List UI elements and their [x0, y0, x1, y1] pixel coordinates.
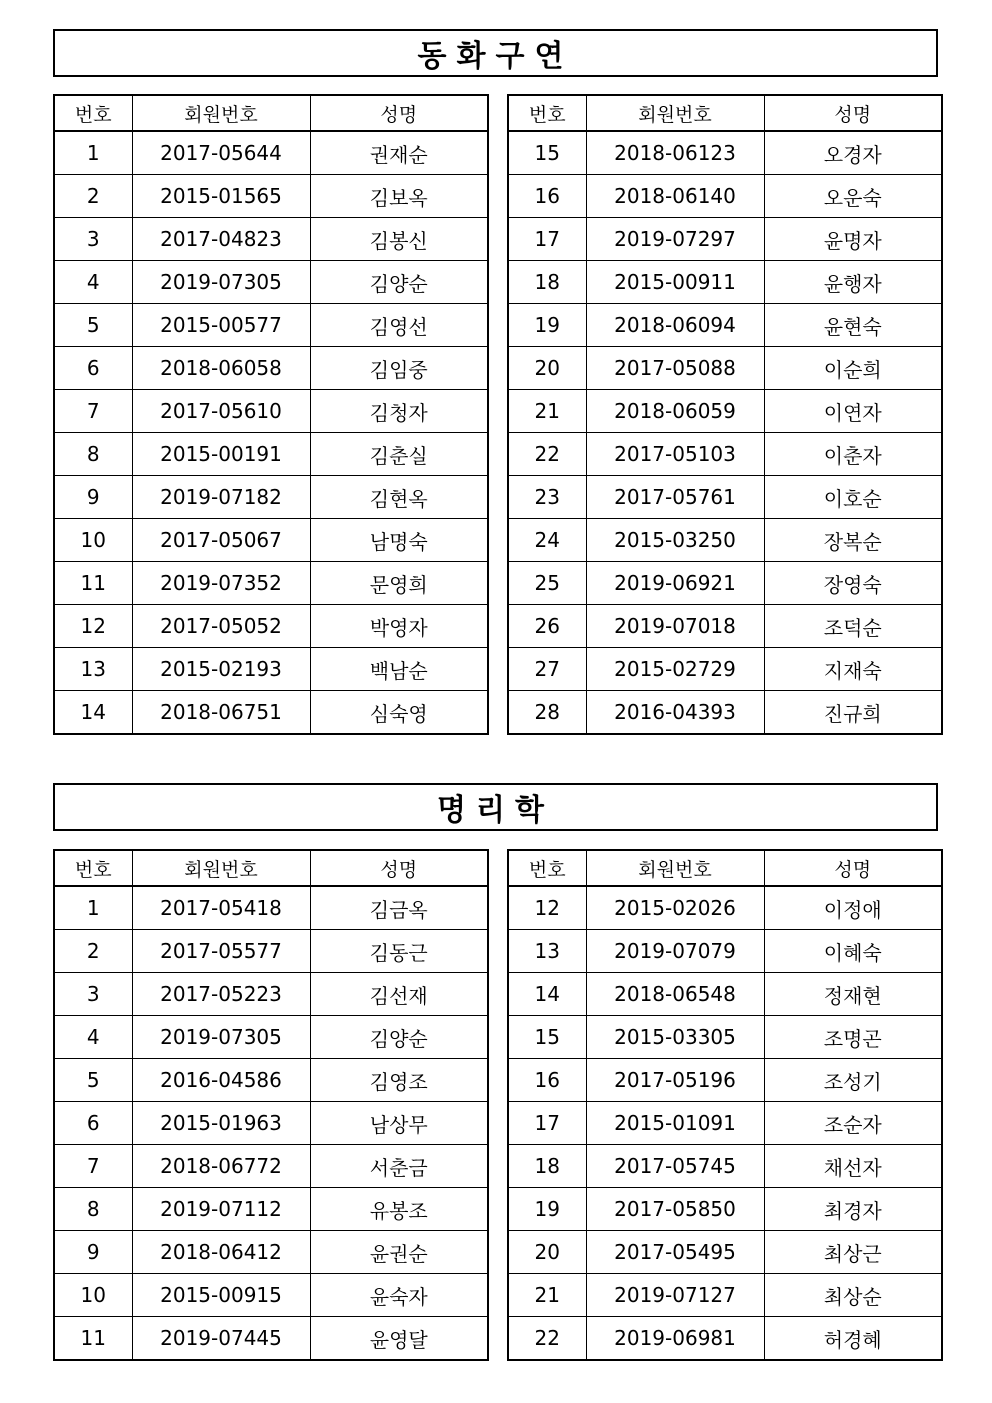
cell-number: 28: [508, 691, 586, 735]
header-number: 번호: [508, 95, 586, 131]
cell-member-id: 2019-07182: [132, 476, 310, 519]
table-row: [508, 175, 942, 218]
cell-number: 25: [508, 562, 586, 605]
table-row: [508, 648, 942, 691]
cell-name: 김영선: [310, 304, 488, 347]
cell-number: 17: [508, 1102, 586, 1145]
cell-number: 2: [54, 930, 132, 973]
cell-name: 최경자: [764, 1188, 942, 1231]
cell-member-id: 2015-02729: [586, 648, 764, 691]
cell-name: 이호순: [764, 476, 942, 519]
header-number: 번호: [54, 850, 132, 886]
cell-number: 11: [54, 562, 132, 605]
table-row: [508, 1059, 942, 1102]
cell-member-id: 2018-06548: [586, 973, 764, 1016]
cell-member-id: 2018-06140: [586, 175, 764, 218]
roster-table-right: [507, 94, 943, 735]
table-row: [508, 1102, 942, 1145]
cell-member-id: 2017-05761: [586, 476, 764, 519]
cell-member-id: 2017-05610: [132, 390, 310, 433]
cell-member-id: 2017-05850: [586, 1188, 764, 1231]
cell-member-id: 2017-05495: [586, 1231, 764, 1274]
cell-name: 김현옥: [310, 476, 488, 519]
cell-name: 이정애: [764, 886, 942, 930]
roster-table-left: [53, 849, 489, 1361]
cell-name: 윤현숙: [764, 304, 942, 347]
cell-number: 8: [54, 1188, 132, 1231]
cell-name: 김동근: [310, 930, 488, 973]
cell-number: 10: [54, 519, 132, 562]
roster-table-left: [53, 94, 489, 735]
header-number: 번호: [508, 850, 586, 886]
cell-name: 김영조: [310, 1059, 488, 1102]
cell-name: 김청자: [310, 390, 488, 433]
cell-number: 5: [54, 304, 132, 347]
table-row: [54, 1102, 488, 1145]
table-row: [54, 1317, 488, 1361]
table-row: [54, 1188, 488, 1231]
cell-name: 김봉신: [310, 218, 488, 261]
table-row: [508, 390, 942, 433]
cell-member-id: 2016-04393: [586, 691, 764, 735]
table-row: [54, 562, 488, 605]
table-row: [54, 605, 488, 648]
header-member-id: 회원번호: [132, 850, 310, 886]
section-title: 명리학: [53, 783, 938, 831]
cell-member-id: 2019-06921: [586, 562, 764, 605]
cell-name: 윤행자: [764, 261, 942, 304]
cell-name: 조성기: [764, 1059, 942, 1102]
cell-member-id: 2018-06772: [132, 1145, 310, 1188]
cell-member-id: 2015-03250: [586, 519, 764, 562]
cell-member-id: 2015-00911: [586, 261, 764, 304]
cell-number: 22: [508, 433, 586, 476]
cell-name: 남상무: [310, 1102, 488, 1145]
table-row: [508, 347, 942, 390]
table-row: [508, 519, 942, 562]
cell-number: 14: [54, 691, 132, 735]
cell-number: 27: [508, 648, 586, 691]
table-row: [508, 930, 942, 973]
table-row: [54, 1059, 488, 1102]
table-row: [508, 1231, 942, 1274]
cell-member-id: 2017-05088: [586, 347, 764, 390]
roster-table-right: [507, 849, 943, 1361]
cell-number: 24: [508, 519, 586, 562]
cell-name: 이연자: [764, 390, 942, 433]
cell-name: 윤숙자: [310, 1274, 488, 1317]
cell-member-id: 2019-07018: [586, 605, 764, 648]
cell-number: 18: [508, 261, 586, 304]
cell-member-id: 2018-06058: [132, 347, 310, 390]
cell-number: 21: [508, 1274, 586, 1317]
cell-number: 19: [508, 1188, 586, 1231]
cell-number: 23: [508, 476, 586, 519]
cell-member-id: 2017-05052: [132, 605, 310, 648]
cell-number: 3: [54, 973, 132, 1016]
cell-member-id: 2019-07352: [132, 562, 310, 605]
cell-name: 백남순: [310, 648, 488, 691]
cell-member-id: 2015-01565: [132, 175, 310, 218]
cell-member-id: 2017-05577: [132, 930, 310, 973]
cell-number: 1: [54, 886, 132, 930]
cell-number: 20: [508, 347, 586, 390]
cell-name: 허경혜: [764, 1317, 942, 1361]
cell-number: 15: [508, 1016, 586, 1059]
cell-number: 2: [54, 175, 132, 218]
table-row: [54, 433, 488, 476]
cell-number: 12: [54, 605, 132, 648]
table-row: [54, 973, 488, 1016]
table-row: [508, 1317, 942, 1361]
table-row: [54, 304, 488, 347]
cell-name: 조명곤: [764, 1016, 942, 1059]
cell-name: 최상순: [764, 1274, 942, 1317]
cell-member-id: 2019-07305: [132, 261, 310, 304]
cell-number: 9: [54, 1231, 132, 1274]
cell-name: 진규희: [764, 691, 942, 735]
cell-name: 이춘자: [764, 433, 942, 476]
table-row: [508, 1016, 942, 1059]
cell-member-id: 2015-02193: [132, 648, 310, 691]
cell-name: 장복순: [764, 519, 942, 562]
cell-name: 최상근: [764, 1231, 942, 1274]
cell-name: 지재숙: [764, 648, 942, 691]
cell-member-id: 2016-04586: [132, 1059, 310, 1102]
cell-member-id: 2017-05745: [586, 1145, 764, 1188]
cell-name: 윤명자: [764, 218, 942, 261]
cell-number: 22: [508, 1317, 586, 1361]
table-row: [54, 1016, 488, 1059]
cell-member-id: 2017-05644: [132, 131, 310, 175]
header-member-id: 회원번호: [132, 95, 310, 131]
cell-member-id: 2015-00915: [132, 1274, 310, 1317]
header-member-id: 회원번호: [586, 95, 764, 131]
cell-number: 7: [54, 390, 132, 433]
table-row: [508, 973, 942, 1016]
section-title: 동화구연: [53, 29, 938, 77]
table-row: [54, 930, 488, 973]
cell-member-id: 2017-05223: [132, 973, 310, 1016]
cell-member-id: 2019-07297: [586, 218, 764, 261]
cell-name: 오운숙: [764, 175, 942, 218]
cell-number: 26: [508, 605, 586, 648]
cell-name: 오경자: [764, 131, 942, 175]
cell-name: 김임중: [310, 347, 488, 390]
cell-member-id: 2017-04823: [132, 218, 310, 261]
cell-number: 16: [508, 1059, 586, 1102]
cell-member-id: 2015-01091: [586, 1102, 764, 1145]
cell-member-id: 2015-01963: [132, 1102, 310, 1145]
header-number: 번호: [54, 95, 132, 131]
cell-member-id: 2018-06412: [132, 1231, 310, 1274]
cell-member-id: 2018-06094: [586, 304, 764, 347]
cell-number: 9: [54, 476, 132, 519]
table-row: [54, 691, 488, 735]
table-row: [508, 476, 942, 519]
table-row: [508, 1145, 942, 1188]
cell-number: 8: [54, 433, 132, 476]
cell-member-id: 2017-05103: [586, 433, 764, 476]
cell-name: 서춘금: [310, 1145, 488, 1188]
cell-number: 7: [54, 1145, 132, 1188]
cell-name: 박영자: [310, 605, 488, 648]
cell-number: 4: [54, 261, 132, 304]
table-row: [508, 1188, 942, 1231]
cell-number: 3: [54, 218, 132, 261]
cell-name: 문영희: [310, 562, 488, 605]
cell-number: 19: [508, 304, 586, 347]
cell-name: 김선재: [310, 973, 488, 1016]
cell-number: 1: [54, 131, 132, 175]
cell-number: 20: [508, 1231, 586, 1274]
cell-number: 11: [54, 1317, 132, 1361]
header-name: 성명: [764, 95, 942, 131]
cell-name: 윤영달: [310, 1317, 488, 1361]
cell-member-id: 2019-07305: [132, 1016, 310, 1059]
cell-name: 김춘실: [310, 433, 488, 476]
table-row: [508, 131, 942, 175]
table-row: [508, 218, 942, 261]
cell-name: 장영숙: [764, 562, 942, 605]
table-row: [508, 886, 942, 930]
table-row: [508, 1274, 942, 1317]
cell-member-id: 2015-00577: [132, 304, 310, 347]
table-row: [54, 261, 488, 304]
cell-name: 김양순: [310, 261, 488, 304]
cell-member-id: 2018-06751: [132, 691, 310, 735]
cell-name: 남명숙: [310, 519, 488, 562]
cell-name: 윤권순: [310, 1231, 488, 1274]
table-row: [508, 562, 942, 605]
table-row: [54, 476, 488, 519]
cell-number: 13: [54, 648, 132, 691]
cell-number: 12: [508, 886, 586, 930]
cell-number: 13: [508, 930, 586, 973]
cell-number: 6: [54, 1102, 132, 1145]
cell-name: 심숙영: [310, 691, 488, 735]
cell-member-id: 2015-00191: [132, 433, 310, 476]
header-member-id: 회원번호: [586, 850, 764, 886]
table-row: [54, 175, 488, 218]
cell-member-id: 2019-06981: [586, 1317, 764, 1361]
cell-number: 4: [54, 1016, 132, 1059]
cell-member-id: 2018-06123: [586, 131, 764, 175]
table-row: [54, 390, 488, 433]
cell-member-id: 2019-07079: [586, 930, 764, 973]
table-row: [54, 519, 488, 562]
cell-member-id: 2017-05418: [132, 886, 310, 930]
cell-number: 18: [508, 1145, 586, 1188]
header-name: 성명: [310, 850, 488, 886]
cell-name: 김양순: [310, 1016, 488, 1059]
cell-name: 조순자: [764, 1102, 942, 1145]
table-row: [54, 131, 488, 175]
table-row: [54, 1231, 488, 1274]
table-row: [508, 433, 942, 476]
cell-name: 이순희: [764, 347, 942, 390]
table-row: [508, 605, 942, 648]
cell-name: 정재현: [764, 973, 942, 1016]
cell-name: 채선자: [764, 1145, 942, 1188]
cell-member-id: 2015-02026: [586, 886, 764, 930]
table-row: [54, 347, 488, 390]
cell-name: 김보옥: [310, 175, 488, 218]
cell-number: 15: [508, 131, 586, 175]
header-name: 성명: [764, 850, 942, 886]
cell-member-id: 2019-07445: [132, 1317, 310, 1361]
table-row: [54, 1274, 488, 1317]
cell-number: 10: [54, 1274, 132, 1317]
cell-name: 김금옥: [310, 886, 488, 930]
cell-number: 5: [54, 1059, 132, 1102]
table-row: [508, 304, 942, 347]
cell-member-id: 2019-07127: [586, 1274, 764, 1317]
table-row: [508, 691, 942, 735]
cell-number: 17: [508, 218, 586, 261]
cell-member-id: 2019-07112: [132, 1188, 310, 1231]
cell-member-id: 2018-06059: [586, 390, 764, 433]
header-name: 성명: [310, 95, 488, 131]
cell-number: 21: [508, 390, 586, 433]
cell-name: 조덕순: [764, 605, 942, 648]
cell-name: 권재순: [310, 131, 488, 175]
cell-name: 유봉조: [310, 1188, 488, 1231]
cell-number: 14: [508, 973, 586, 1016]
cell-number: 16: [508, 175, 586, 218]
cell-name: 이혜숙: [764, 930, 942, 973]
table-row: [54, 218, 488, 261]
cell-member-id: 2017-05067: [132, 519, 310, 562]
table-row: [508, 261, 942, 304]
table-row: [54, 886, 488, 930]
table-row: [54, 648, 488, 691]
cell-member-id: 2017-05196: [586, 1059, 764, 1102]
cell-number: 6: [54, 347, 132, 390]
cell-member-id: 2015-03305: [586, 1016, 764, 1059]
table-row: [54, 1145, 488, 1188]
